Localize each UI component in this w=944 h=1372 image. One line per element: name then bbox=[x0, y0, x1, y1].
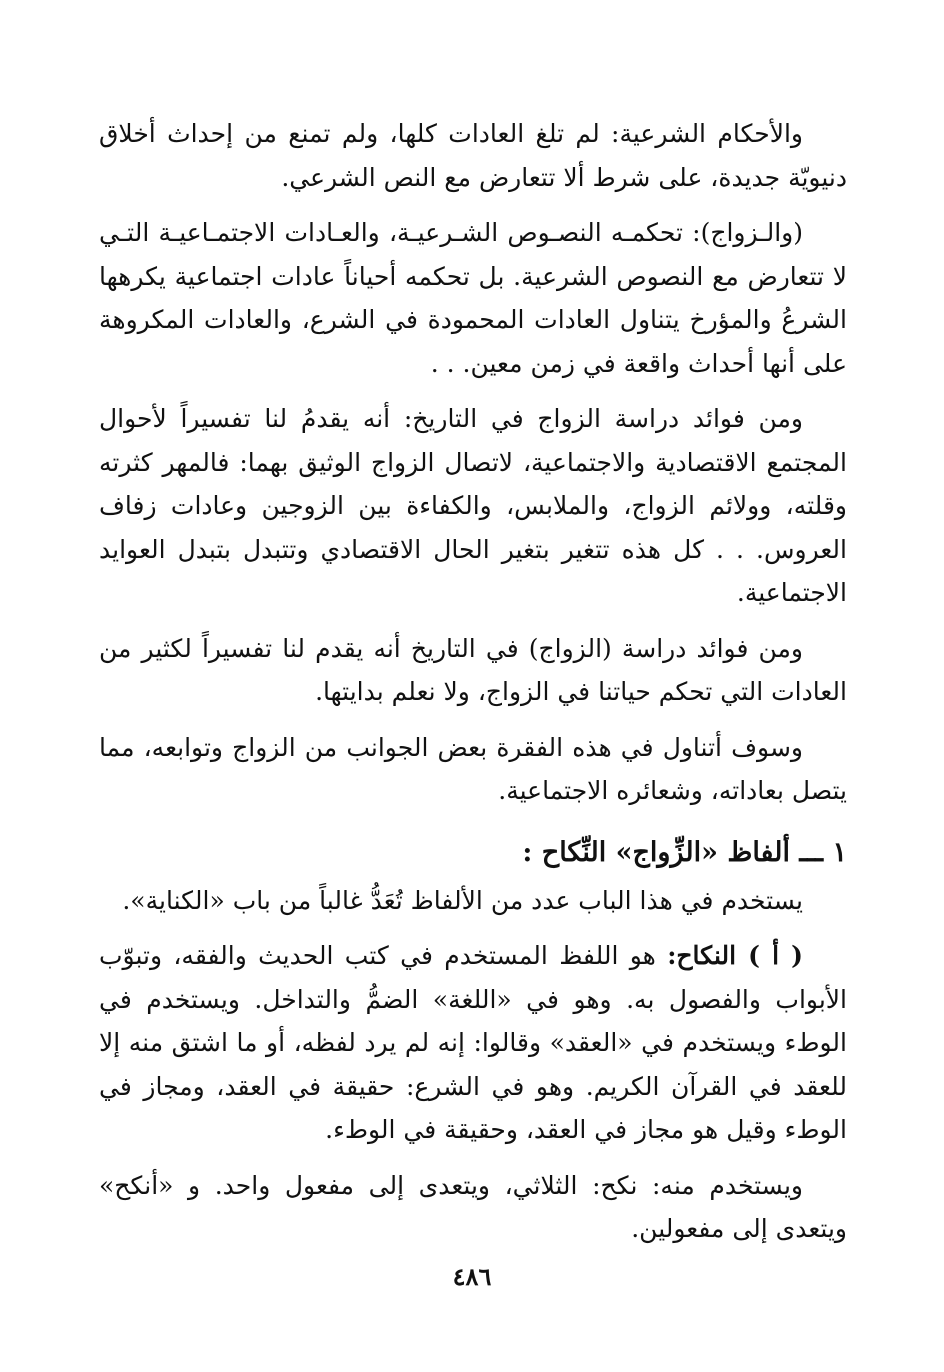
nikah-lead-term: ( أ ) النكاح: bbox=[667, 941, 803, 970]
paragraph-sharia-rulings: والأحكام الشرعية: لم تلغ العادات كلها، ولم تمنع من إحداث أخلاق دنيويّة جديدة، على شرط ألا تتعارض مع النص الشرعي. bbox=[99, 119, 847, 192]
paragraph-kinaya: يستخدم في هذا الباب عدد من الألفاظ تُعَدُّ غالباً من باب «الكناية». bbox=[122, 885, 803, 915]
paragraph-marriage-benefits-customs: ومن فوائد دراسة (الزواج) في التاريخ أنه يقدم لنا تفسيراً لكثير من العادات التي تحكم حياتنا في الزواج، ولا نعلم بدايتها. bbox=[99, 633, 847, 706]
nikah-definition: هو اللفظ المستخدم في كتب الحديث والفقه، وتبوّب الأبواب والفصول به. وهو في «اللغة» الضمُّ والتداخل. ويستخدم في الوطء ويستخدم في «العقد» وقالوا: إنه لم يرد لفظه، أو ما اشتق منه إلا للعقد في القرآن الكريم. وهو في الشرع: حقيقة في العقد، ومجاز في الوطء وقيل هو مجاز في العقد، وحقيقة في الوطء. bbox=[99, 941, 847, 1144]
paragraph-marriage-benefits-economic: ومن فوائد دراسة الزواج في التاريخ: أنه يقدمُ لنا تفسيراً لأحوال المجتمع الاقتصادية والاجتماعية، لاتصال الزواج الوثيق بهما: فالمهر كثرته وقلته، وولائم الزواج، والملابس، والكفاءة بين الزوجين وعادات زفاف العروس. . . كل هذه تتغير بتغير الحال الاقتصادي وتتبدل بتبدل العوايد الاجتماعية. bbox=[99, 404, 847, 607]
page-number: ٤٨٦ bbox=[452, 1262, 492, 1291]
paragraph-nikah bbox=[99, 934, 847, 1152]
paragraph-section-intro: وسوف أتناول في هذه الفقرة بعض الجوانب من الزواج وتوابعه، مما يتصل بعاداته، وشعائره الاجتماعية. bbox=[99, 732, 847, 805]
section-heading-marriage-terms: ١ ـــ ألفاظ «الزِّواج» النِّكاح : bbox=[522, 836, 847, 868]
paragraph-nakaha-usage: ويستخدم منه: نكح: الثلاثي، ويتعدى إلى مفعول واحد. و «أنكح» ويتعدى إلى مفعولين. bbox=[99, 1170, 847, 1243]
paragraph-marriage-governed: (والـزواج): تحكمـه النصـوص الشـرعيـة، والعـادات الاجتمـاعيـة التـي لا تتعارض مع النصوص الشرعية. بل تحكمه أحياناً عادات اجتماعية يكرهها الشرعُ والمؤرخ يتناول العادات المحمودة في الشرع، والعادات المكروهة على أنها أحداث واقعة في زمن معين. . . bbox=[99, 218, 847, 378]
page-body bbox=[99, 112, 847, 1263]
